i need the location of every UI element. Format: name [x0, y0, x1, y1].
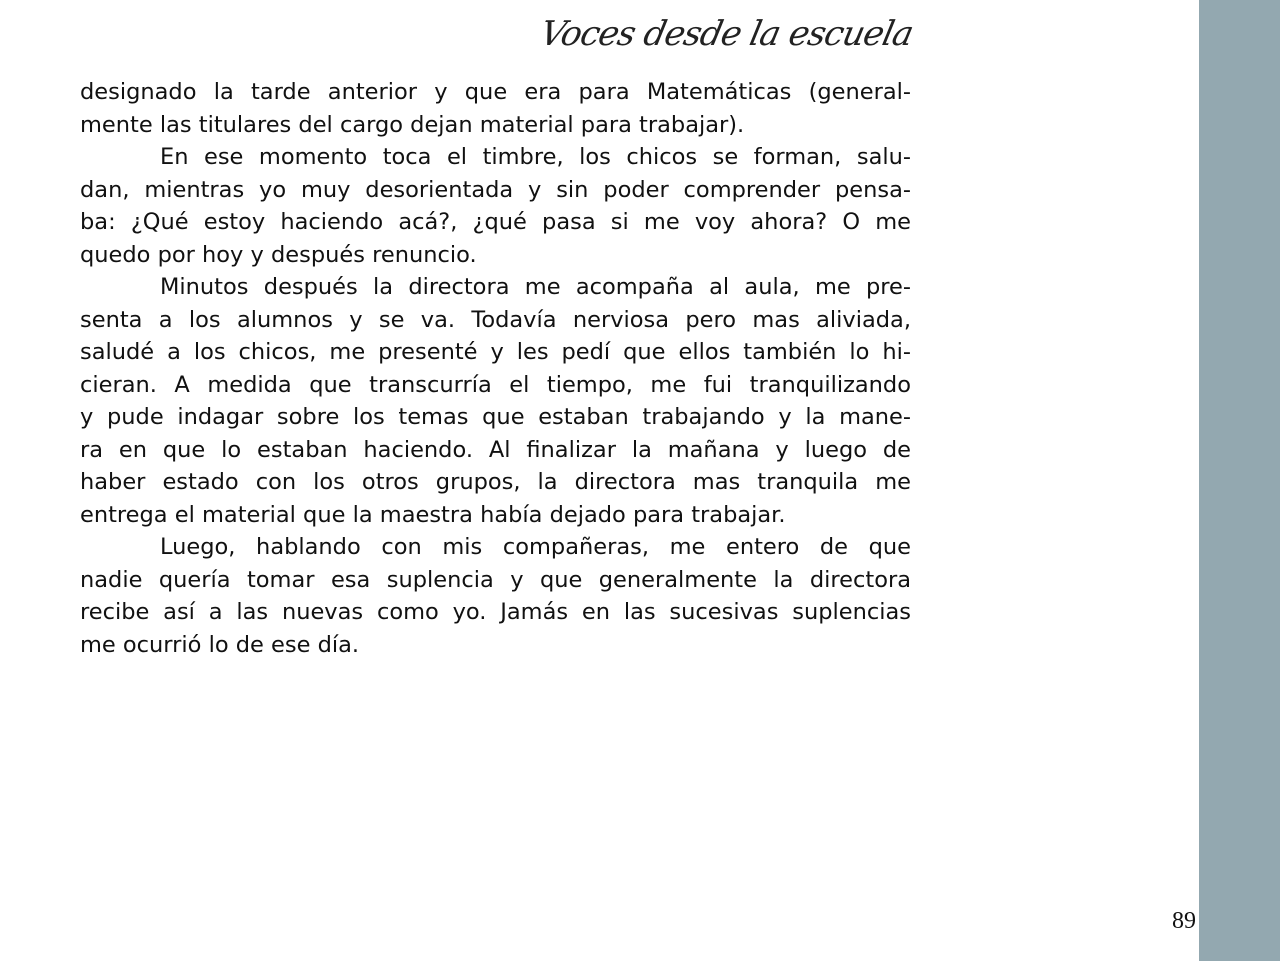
text-line: saludé a los chicos, me presenté y les pedí que ellos también lo hi- — [80, 339, 911, 365]
text-line: Luego, hablando con mis compañeras, me entero de que — [160, 534, 911, 560]
text-line: haber estado con los otros grupos, la directora mas tranquila me — [80, 469, 911, 495]
text-line: entrega el material que la maestra había dejado para trabajar. — [80, 501, 786, 528]
decorative-sidebar — [1199, 0, 1280, 961]
text-line: recibe así a las nuevas como yo. Jamás en las sucesivas suplencias — [80, 599, 911, 625]
page-number: 89 — [1172, 908, 1196, 934]
text-line: ra en que lo estaban haciendo. Al finalizar la mañana y luego de — [80, 436, 911, 463]
running-header: Voces desde la escuela — [536, 14, 917, 54]
text-line: designado la tarde anterior y que era para Matemáticas (general- — [80, 79, 911, 105]
text-line: nadie quería tomar esa suplencia y que generalmente la directora — [80, 566, 911, 593]
body-text — [80, 76, 911, 661]
text-line: mente las titulares del cargo dejan material para trabajar). — [80, 111, 745, 138]
text-line: senta a los alumnos y se va. Todavía nerviosa pero mas aliviada, — [80, 306, 911, 333]
text-line: Minutos después la directora me acompaña al aula, me pre- — [160, 274, 911, 300]
text-line: cieran. A medida que transcurría el tiempo, me fui tranquilizando — [80, 371, 911, 398]
text-line: En ese momento toca el timbre, los chicos se forman, salu- — [160, 144, 911, 170]
text-line: ba: ¿Qué estoy haciendo acá?, ¿qué pasa si me voy ahora? O me — [80, 209, 911, 235]
text-line: me ocurrió lo de ese día. — [80, 631, 360, 658]
text-line: quedo por hoy y después renuncio. — [80, 241, 477, 268]
text-line: dan, mientras yo muy desorientada y sin poder comprender pensa- — [80, 176, 911, 203]
text-line: y pude indagar sobre los temas que estaban trabajando y la mane- — [80, 404, 911, 430]
